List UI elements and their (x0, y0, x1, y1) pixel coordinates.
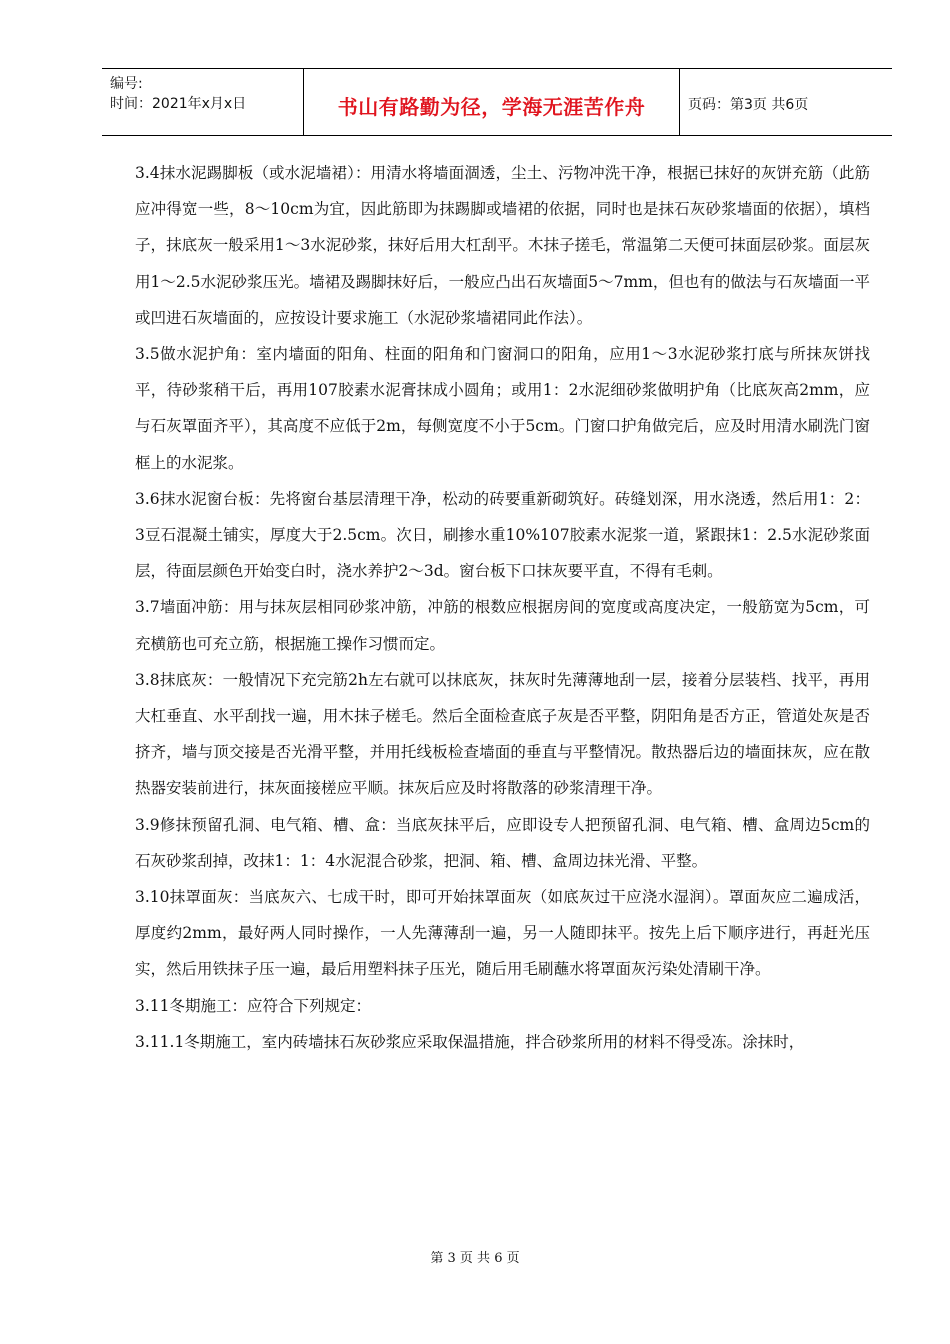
paragraph-3-8: 3.8抹底灰：一般情况下充完筋2h左右就可以抹底灰，抹灰时先薄薄地刮一层，接着分层装档、找平，再用大杠垂直、水平刮找一遍，用木抹子槎毛。然后全面检查底子灰是否平整，阴阳角是否方正，管道处灰是否挤齐，墙与顶交接是否光滑平整，并用托线板检查墙面的垂直与平整情况。散热器后边的墙面抹灰，应在散热器安装前进行，抹灰面接槎应平顺。抹灰后应及时将散落的砂浆清理干净。 (135, 670, 870, 798)
paragraph-3-10: 3.10抹罩面灰：当底灰六、七成干时，即可开始抹罩面灰（如底灰过干应浇水湿润）。罩面灰应二遍成活，厚度约2mm，最好两人同时操作，一人先薄薄刮一遍，另一人随即抹平。按先上后下顺序进行，再赶光压实，然后用铁抹子压一遍，最后用塑料抹子压光，随后用毛刷蘸水将罩面灰污染处清刷干净。 (135, 888, 870, 979)
header-page-code: 页码：第3页 共6页 (688, 97, 809, 113)
page-header (102, 68, 892, 136)
header-page-cell (680, 69, 892, 135)
paragraph-3-7: 3.7墙面冲筋：用与抹灰层相同砂浆冲筋，冲筋的根数应根据房间的宽度或高度决定，一般筋宽为5cm，可充横筋也可充立筋，根据施工操作习惯而定。 (135, 598, 870, 653)
page-footer: 第 3 页 共 6 页 (430, 1251, 520, 1266)
document-number-label: 编号: (110, 76, 143, 92)
header-motto: 书山有路勤为径，学海无涯苦作舟 (337, 95, 646, 119)
paragraph-3-6: 3.6抹水泥窗台板：先将窗台基层清理干净，松动的砖要重新砌筑好。砖缝划深，用水浇透，然后用1：2：3豆石混凝土铺实，厚度大于2.5cm。次日，刷掺水重10%107胶素水泥浆一道，紧跟抹1：2.5水泥砂浆面层，待面层颜色开始变白时，浇水养护2～3d。窗台板下口抹灰要平直，不得有毛刺。 (135, 489, 870, 581)
header-info-cell (102, 69, 304, 135)
document-body (135, 155, 870, 1060)
paragraph-3-11: 3.11冬期施工：应符合下列规定： (135, 996, 372, 1015)
document-date-label: 时间：2021年x月x日 (110, 96, 247, 112)
header-motto-cell (304, 69, 680, 135)
paragraph-3-4: 3.4抹水泥踢脚板（或水泥墙裙）：用清水将墙面涸透，尘土、污物冲洗干净，根据已抹好的灰饼充筋（此筋应冲得宽一些，8～10cm为宜，因此筋即为抹踢脚或墙裙的依据，同时也是抹石灰砂浆墙面的依据），填档子，抹底灰一般采用1～3水泥砂浆，抹好后用大杠刮平。木抹子搓毛，常温第二天便可抹面层砂浆。面层灰用1～2.5水泥砂浆压光。墙裙及踢脚抹好后，一般应凸出石灰墙面5～7mm，但也有的做法与石灰墙面一平或凹进石灰墙面的，应按设计要求施工（水泥砂浆墙裙同此作法）。 (135, 164, 870, 327)
paragraph-3-11-1: 3.11.1冬期施工，室内砖墙抹石灰砂浆应采取保温措施，拌合砂浆所用的材料不得受冻。涂抹时， (135, 1032, 805, 1051)
paragraph-3-9: 3.9修抹预留孔洞、电气箱、槽、盒：当底灰抹平后，应即设专人把预留孔洞、电气箱、槽、盒周边5cm的石灰砂浆刮掉，改抹1：1：4水泥混合砂浆，把洞、箱、槽、盒周边抹光滑、平整。 (135, 815, 870, 870)
paragraph-3-5: 3.5做水泥护角：室内墙面的阳角、柱面的阳角和门窗洞口的阳角，应用1～3水泥砂浆打底与所抹灰饼找平，待砂浆稍干后，再用107胶素水泥膏抹成小圆角；或用1：2水泥细砂浆做明护角（比底灰高2mm，应与石灰罩面齐平），其高度不应低于2m，每侧宽度不小于5cm。门窗口护角做完后，应及时用清水刷洗门窗框上的水泥浆。 (135, 345, 870, 472)
